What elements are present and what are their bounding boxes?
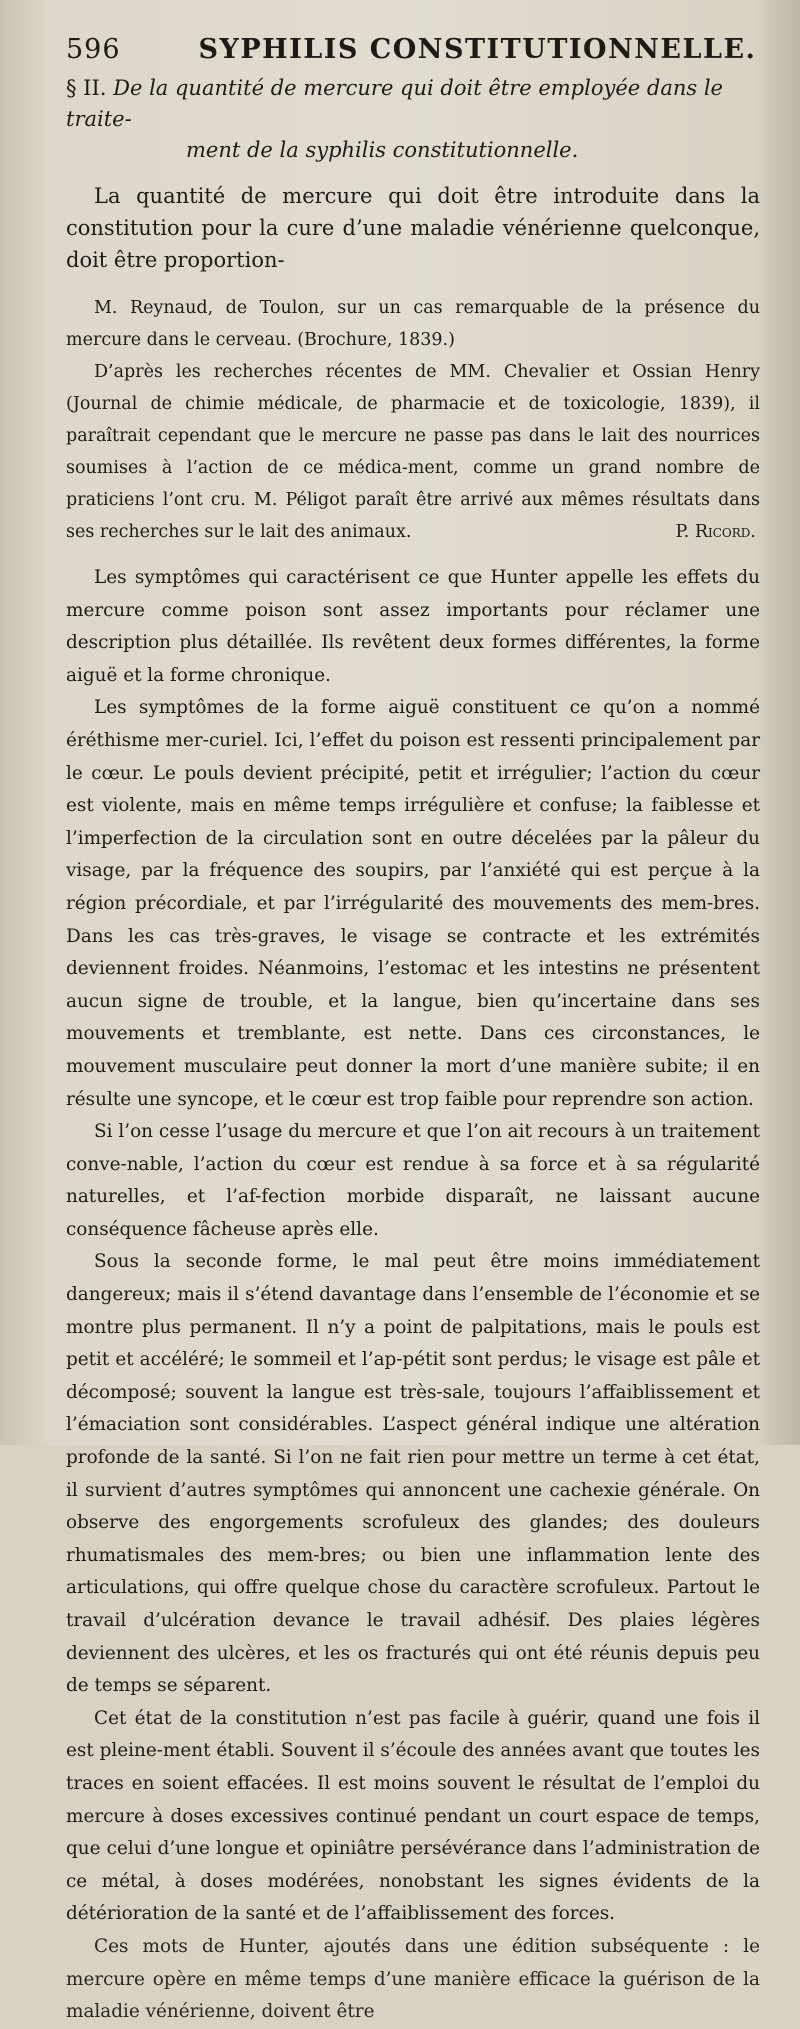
note-chevalier	[66, 356, 760, 548]
section-heading	[66, 73, 760, 166]
section-title-line2: ment de la syphilis constitutionnelle.	[186, 138, 579, 162]
paragraph-acute-form: Les symptômes de la forme aiguë constituent ce qu’on a nommé éréthisme mer-curiel. Ici, l’effet du poison est ressenti principalement par le cœur. Le pouls devient précipité, petit et irrégulier; l’action du cœur est violente, mais en même temps irrégulière et confuse; la faiblesse et l’imperfection de la circulation sont en outre décelées par la pâleur du visage, par la fréquence des soupirs, par l’anxiété qui est perçue à la région précordiale, et par l’irrégularité des mouvements des mem-bres. Dans les cas très-graves, le visage se contracte et les extrémités deviennent froides. Néanmoins, l’estomac et les intestins ne présentent aucun signe de trouble, et la langue, bien qu’incertaine dans ses mouvements et tremblante, est nette. Dans ces circonstances, le mouvement musculaire peut donner la mort d’une manière subite; il en résulte une syncope, et le cœur est trop faible pour reprendre son action.	[66, 697, 760, 1110]
paragraph-hunter-intro: Les symptômes qui caractérisent ce que Hunter appelle les effets du mercure comme poison sont assez importants pour réclamer une description plus détaillée. Ils revêtent deux formes différentes, la forme aiguë et la forme chronique.	[66, 567, 760, 686]
section-title-line1: De la quantité de mercure qui doit être employée dans le traite-	[66, 76, 723, 131]
running-head	[66, 34, 760, 65]
running-title: SYPHILIS CONSTITUTIONNELLE.	[198, 34, 757, 65]
page-number: 596	[66, 34, 121, 65]
paragraph-cessation: Si l’on cesse l’usage du mercure et que l’on ait recours à un traitement conve-nable, l’action du cœur est rendue à sa force et à sa régularité naturelles, et l’af-fection morbide disparaît, ne laissant aucune conséquence fâcheuse après elle.	[66, 1121, 760, 1240]
paragraph-hunter-words: Ces mots de Hunter, ajoutés dans une édition subséquente : le mercure opère en même temps d’une manière efficace la guérison de la maladie vénérienne, doivent être	[66, 1935, 760, 2023]
paragraph-constitution: Cet état de la constitution n’est pas facile à guérir, quand une fois il est pleine-ment établi. Souvent il s’écoule des années avant que toutes les traces en soient effacées. Il est moins souvent le résultat de l’emploi du mercure à doses excessives continué pendant un court espace de temps, que celui d’une longue et opiniâtre persévérance dans l’administration de ce métal, à doses modérées, nonobstant les signes évidents de la détérioration de la santé et de l’affaiblissement des forces.	[66, 1707, 760, 1925]
section-mark: § II.	[66, 76, 107, 100]
lead-paragraph: La quantité de mercure qui doit être introduite dans la constitution pour la cure d’une maladie vénérienne quelconque, doit être proportion-	[66, 184, 760, 272]
note-author: P. Ricord.	[675, 522, 756, 542]
paragraph-chronic-form: Sous la seconde forme, le mal peut être moins immédiatement dangereux; mais il s’étend davantage dans l’ensemble de l’économie et se montre plus permanent. Il n’y a point de palpitations, mais le pouls est petit et accéléré; le sommeil et l’ap-pétit sont perdus; le visage est pâle et décomposé; souvent la langue est très-sale, toujours l’affaiblissement et l’émaciation sont considérables. L’aspect général indique une altération profonde de la santé. Si l’on ne fait rien pour mettre un terme à cet état, il survient d’autres symptômes qui annoncent une cachexie générale. On observe des engorgements scrofuleux des glandes; des douleurs rhumatismales des mem-bres; ou bien une inflammation lente des articulations, qui offre quelque chose du caractère scrofuleux. Partout le travail d’ulcération devance le travail adhésif. Des plaies légères deviennent des ulcères, et les os fracturés qui ont été réunis depuis peu de temps se séparent.	[66, 1251, 760, 1697]
note-chevalier-text: D’après les recherches récentes de MM. Chevalier et Ossian Henry (Journal de chimie médicale, de pharmacie et de toxicologie, 1839), il paraîtrait cependant que le mercure ne passe pas dans le lait des nourrices soumises à l’action de ce médica-ment, comme un grand nombre de praticiens l’ont cru. M. Péligot paraît être arrivé aux mêmes résultats dans ses recherches sur le lait des animaux.	[66, 362, 760, 542]
spacer	[66, 548, 760, 562]
note-reynaud: M. Reynaud, de Toulon, sur un cas remarquable de la présence du mercure dans le cerveau. (Brochure, 1839.)	[66, 298, 760, 350]
